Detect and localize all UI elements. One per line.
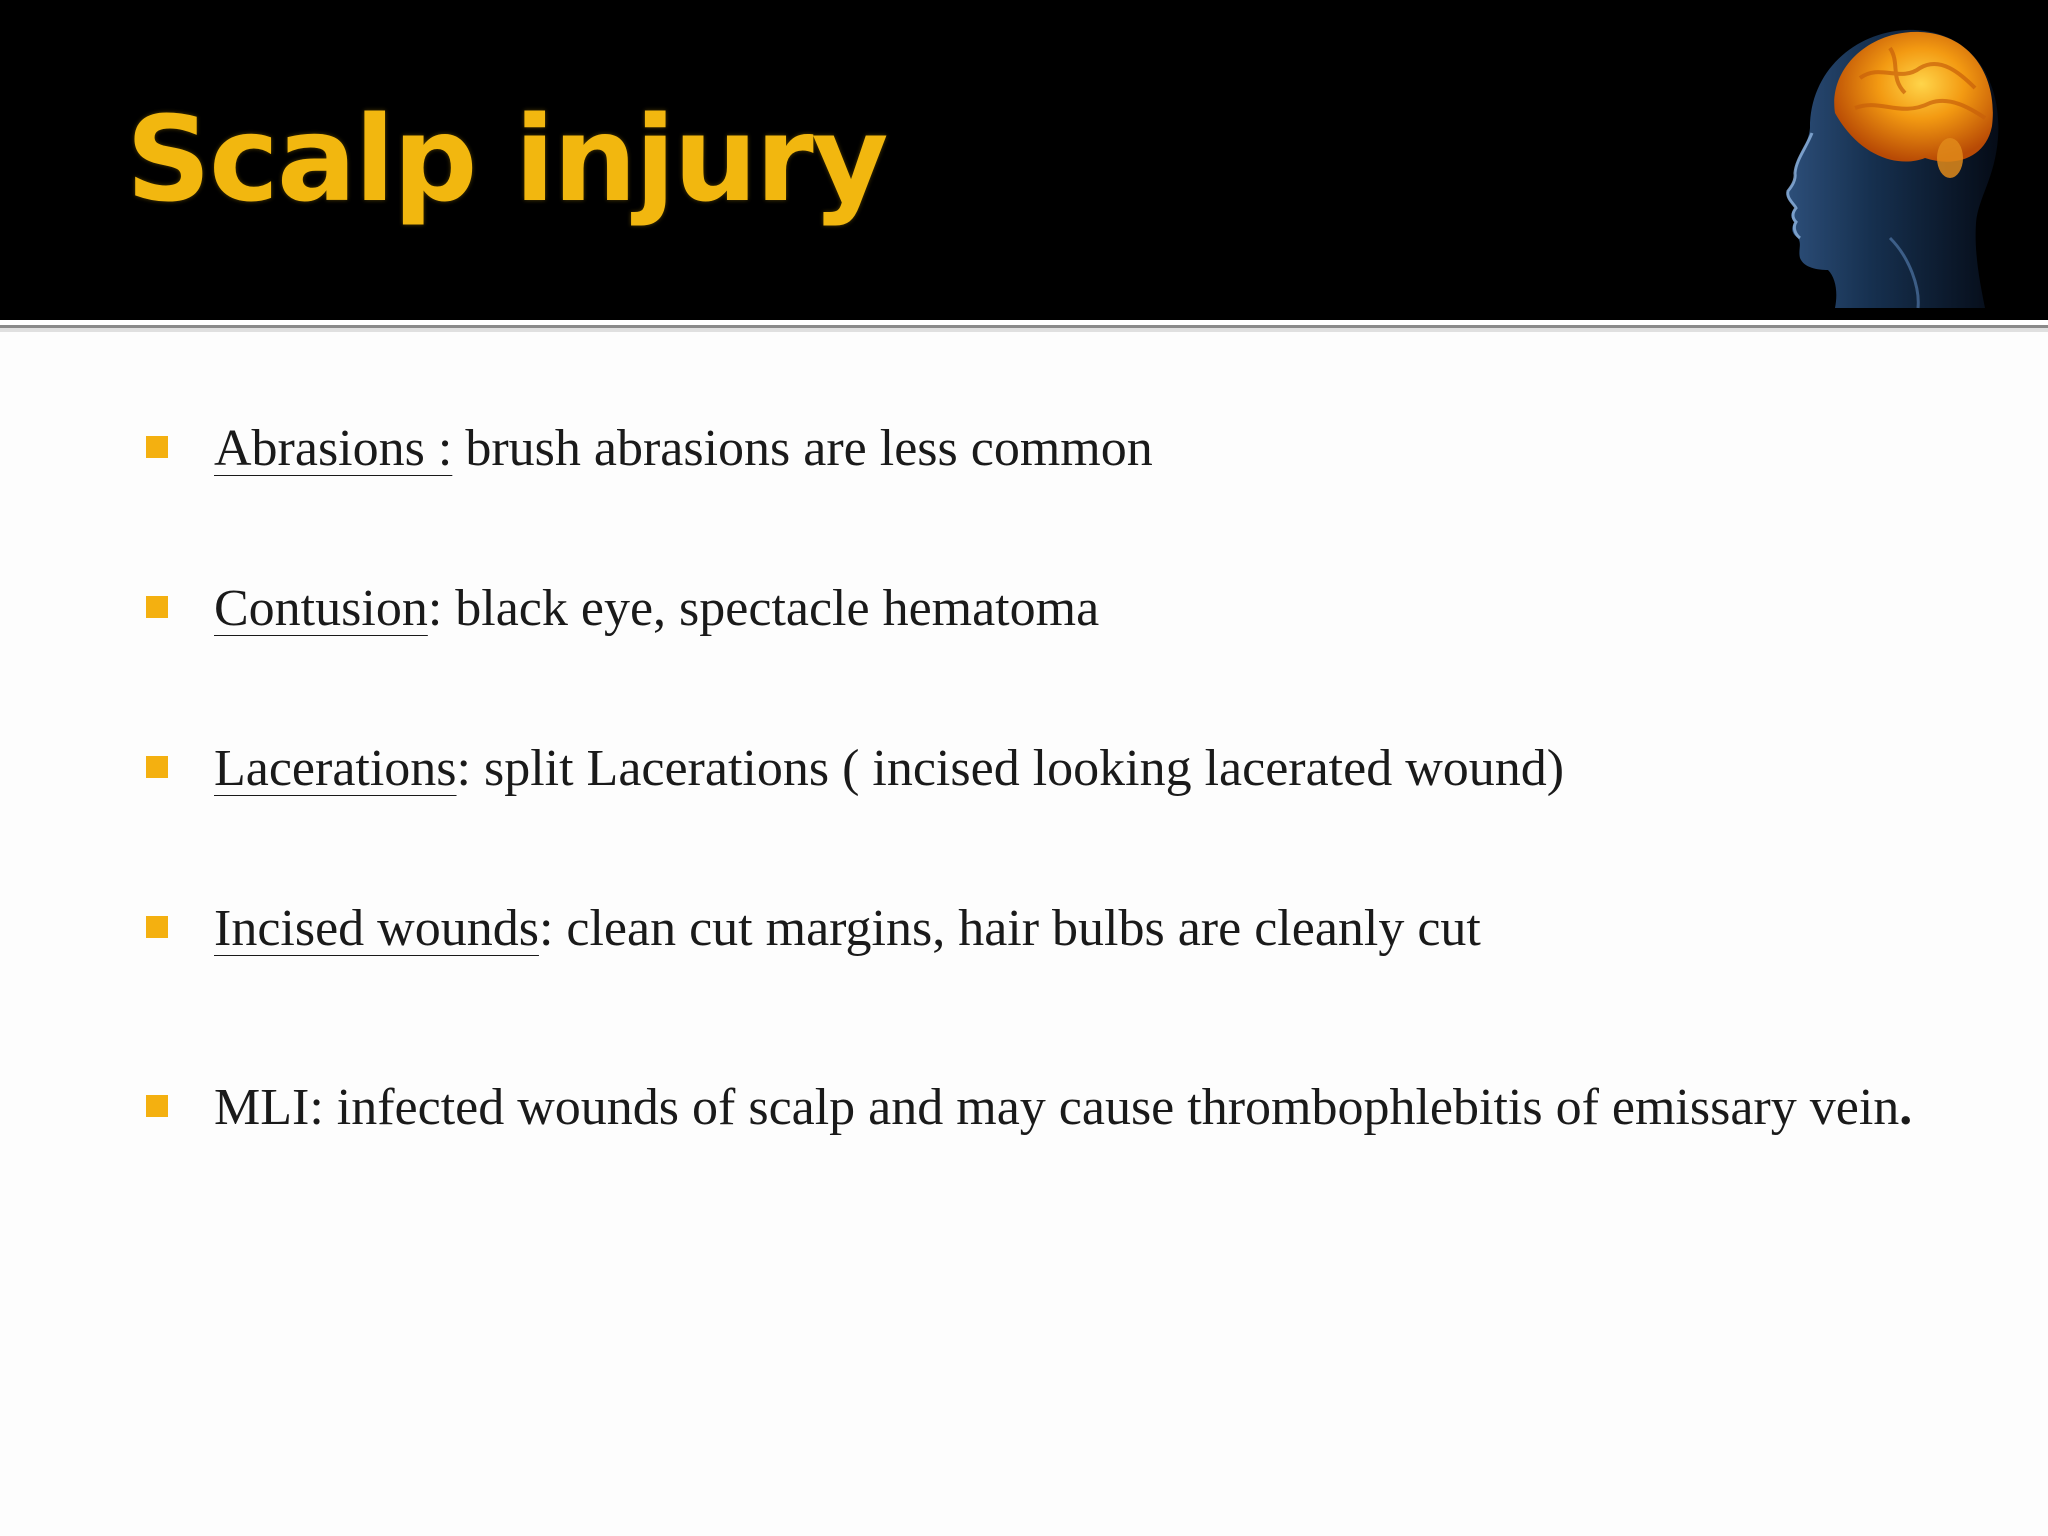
bullet-item-mli	[144, 1073, 2024, 1143]
bullet-text	[214, 414, 1153, 484]
slide-title: Scalp injury	[126, 90, 887, 228]
bullet-item-incised-wounds	[144, 894, 2024, 964]
bullet-term: Contusion	[214, 580, 428, 637]
bullet-item-abrasions	[144, 414, 2024, 484]
bullet-period: .	[1899, 1079, 1913, 1136]
square-bullet-icon	[146, 596, 168, 618]
bullet-description: : split Lacerations ( incised looking lacerated wound)	[456, 740, 1565, 797]
bullet-term: Lacerations	[214, 740, 457, 797]
square-bullet-icon	[146, 1095, 168, 1117]
bullet-description: : infected wounds of scalp and may cause thrombophlebitis of emissary vein	[309, 1079, 1900, 1136]
square-bullet-icon	[146, 436, 168, 458]
bullet-text	[214, 894, 1481, 964]
bullet-text	[214, 1073, 1912, 1143]
bullet-term: MLI	[214, 1079, 310, 1136]
bullet-description: brush abrasions are less common	[452, 420, 1153, 477]
bullet-description: : black eye, spectacle hematoma	[427, 580, 1100, 637]
bullet-item-contusion	[144, 574, 2024, 644]
bullet-item-lacerations	[144, 734, 2024, 804]
bullet-term: Abrasions :	[214, 420, 453, 477]
bullet-text	[214, 734, 1564, 804]
bullet-term: Incised wounds	[214, 900, 539, 957]
square-bullet-icon	[146, 916, 168, 938]
bullet-text	[214, 574, 1099, 644]
square-bullet-icon	[146, 756, 168, 778]
bullet-description: : clean cut margins, hair bulbs are cleanly cut	[538, 900, 1481, 957]
